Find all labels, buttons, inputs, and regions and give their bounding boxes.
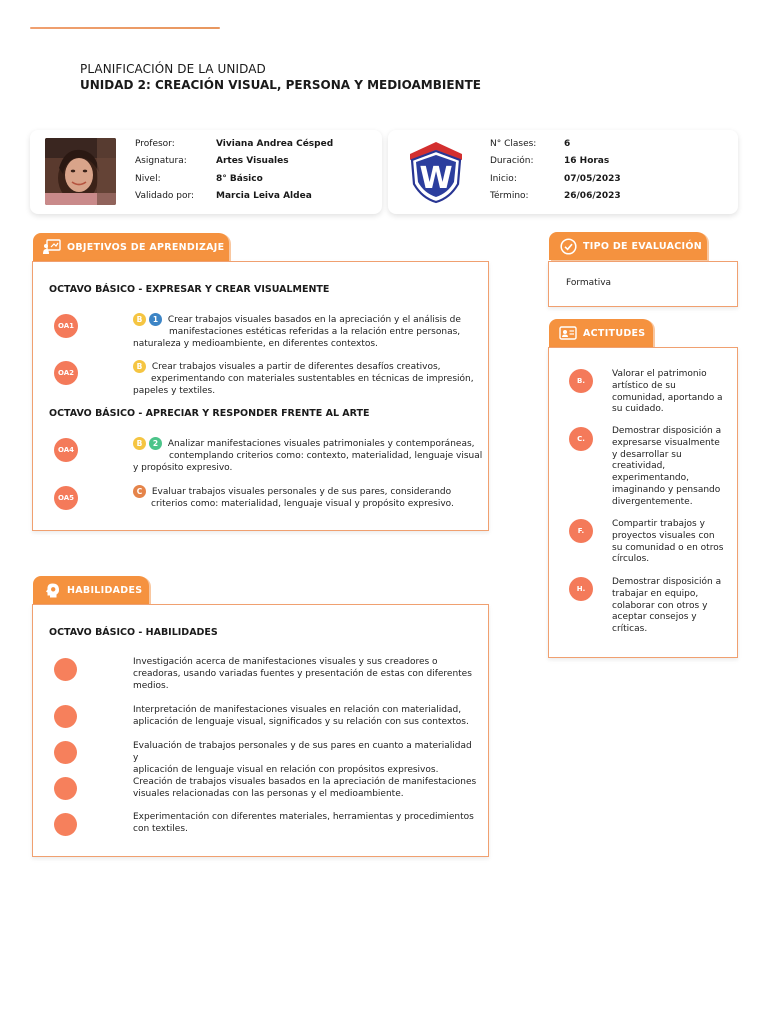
habilidad-5-dot [54, 813, 77, 836]
course-info-card [388, 130, 738, 214]
school-logo [406, 140, 466, 204]
badge-c: C [133, 485, 146, 498]
actitud-h-badge: H. [569, 577, 593, 601]
oa5-badge: OA5 [54, 486, 78, 510]
oa2-text: B Crear trabajos visuales a partir de diferentes desafíos creativos, experimentando con materiales sustentables en técnicas de impresión, papeles y textiles. [133, 361, 474, 396]
termino-value: 26/06/2023 [564, 191, 621, 201]
tab-evaluacion-label: TIPO DE EVALUACIÓN [583, 240, 703, 252]
habilidad-5-text: Experimentación con diferentes materiales, herramientas y procedimientos con textiles. [133, 812, 474, 834]
actitud-h-text: Demostrar disposición a trabajar en equipo, colaborar con otros y aceptar consejos y críticas. [612, 577, 722, 635]
oa2-badge: OA2 [54, 361, 78, 385]
objetivos-section1-title: OCTAVO BÁSICO - EXPRESAR Y CREAR VISUALMENTE [49, 284, 330, 295]
check-circle-icon [559, 237, 577, 255]
habilidad-4-text: Creación de trabajos visuales basados en la apreciación de manifestaciones visuales relacionadas con las personas y el medioambiente. [133, 777, 477, 799]
actitud-b-badge: B. [569, 369, 593, 393]
id-card-icon [559, 324, 577, 342]
habilidad-4-dot [54, 777, 77, 800]
actitud-f-text: Compartir trabajos y proyectos visuales con su comunidad o en otros círculos. [612, 519, 724, 565]
habilidad-2-dot [54, 705, 77, 728]
profesor-value: Viviana Andrea Césped [216, 139, 334, 149]
oa1-badge: OA1 [54, 314, 78, 338]
page-subtitle: PLANIFICACIÓN DE LA UNIDAD [80, 62, 266, 76]
validado-label: Validado por: [135, 191, 195, 201]
top-decorative-rule [30, 27, 220, 29]
nivel-label: Nivel: [135, 174, 161, 184]
duracion-label: Duración: [490, 156, 534, 166]
asignatura-label: Asignatura: [135, 156, 187, 166]
tab-habilidades [33, 576, 149, 604]
evaluacion-panel [548, 261, 738, 307]
tab-objetivos-label: OBJETIVOS DE APRENDIZAJE [67, 241, 225, 253]
tab-habilidades-label: HABILIDADES [67, 584, 143, 596]
badge-b: B [133, 437, 146, 450]
tab-objetivos [33, 233, 229, 261]
habilidades-panel [32, 604, 489, 857]
oa4-badge: OA4 [54, 438, 78, 462]
tab-evaluacion [549, 232, 707, 260]
habilidad-1-dot [54, 658, 77, 681]
tab-actitudes [549, 319, 653, 347]
habilidad-3-text: Evaluación de trabajos personales y de sus pares en cuanto a materialidad y aplicación de lenguaje visual en relación con propósitos expresivos. [133, 741, 472, 775]
actitud-c-text: Demostrar disposición a expresarse visualmente y desarrollar su creatividad, experimentando, imaginando y pensando divergentemente. [612, 426, 722, 507]
nivel-value: 8° Básico [216, 174, 263, 184]
badge-b: B [133, 313, 146, 326]
validado-value: Marcia Leiva Aldea [216, 191, 312, 201]
habilidad-1-text: Investigación acerca de manifestaciones visuales y sus creadores o creadoras, usando variadas fuentes y presentación de estas con diferentes medios. [133, 657, 472, 691]
oa5-text: C Evaluar trabajos visuales personales y de sus pares, considerando criterios como: materialidad, lenguaje visual y propósito expresivo. [133, 485, 483, 511]
habilidad-2-text: Interpretación de manifestaciones visuales en relación con materialidad, aplicación de lenguaje visual, significados y su relación con sus contextos. [133, 705, 469, 727]
oa1-text: B 1 Crear trabajos visuales basados en la apreciación y el análisis de manifestaciones estéticas referidas a la relación entre personas, naturaleza y medioambiente, en diferentes contextos. [133, 314, 461, 349]
actitud-b-text: Valorar el patrimonio artístico de su comunidad, aportando a su cuidado. [612, 369, 723, 415]
badge-1: 1 [149, 313, 162, 326]
evaluacion-value: Formativa [566, 278, 612, 288]
presentation-icon [43, 238, 61, 256]
oa4-text: B 2 Analizar manifestaciones visuales patrimoniales y contemporáneas, contemplando criterios como: contexto, materialidad, lenguaje visual y propósito expresivo. [133, 438, 483, 473]
badge-2: 2 [149, 437, 162, 450]
termino-label: Término: [490, 191, 529, 201]
inicio-label: Inicio: [490, 174, 517, 184]
habilidades-section-title: OCTAVO BÁSICO - HABILIDADES [49, 627, 218, 638]
tab-actitudes-label: ACTITUDES [583, 327, 646, 339]
teacher-info-card [30, 130, 382, 214]
badge-b: B [133, 360, 146, 373]
duracion-value: 16 Horas [564, 156, 610, 166]
teacher-photo [45, 138, 116, 205]
clases-label: N° Clases: [490, 139, 537, 149]
clases-value: 6 [564, 139, 571, 149]
actitud-c-badge: C. [569, 427, 593, 451]
inicio-value: 07/05/2023 [564, 174, 621, 184]
actitud-f-badge: F. [569, 519, 593, 543]
brain-head-icon [43, 581, 61, 599]
actitudes-panel [548, 347, 738, 658]
asignatura-value: Artes Visuales [216, 156, 289, 166]
objetivos-section2-title: OCTAVO BÁSICO - APRECIAR Y RESPONDER FRENTE AL ARTE [49, 408, 370, 419]
page-title: UNIDAD 2: CREACIÓN VISUAL, PERSONA Y MEDIOAMBIENTE [80, 78, 481, 92]
profesor-label: Profesor: [135, 139, 175, 149]
logo-letter: W [419, 161, 453, 196]
habilidad-3-dot [54, 741, 77, 764]
objetivos-panel [32, 261, 489, 531]
